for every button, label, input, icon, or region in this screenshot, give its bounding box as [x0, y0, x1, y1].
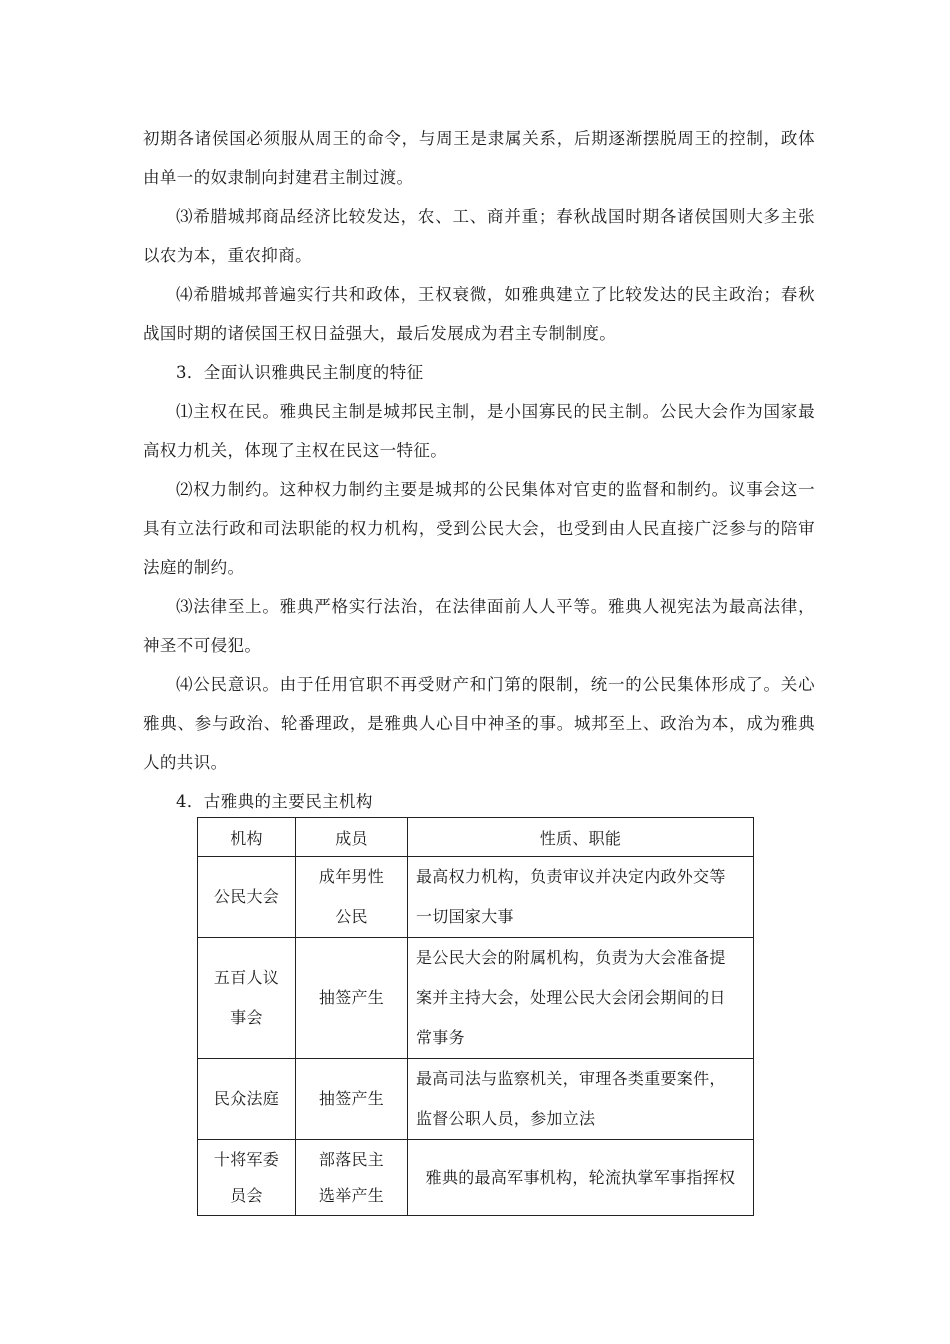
cell-institution: 民众法庭: [198, 1059, 296, 1140]
paragraph-continuation: 初期各诸侯国必须服从周王的命令，与周王是隶属关系，后期逐渐摆脱周王的控制，政体由单一的奴隶制向封建君主制过渡。: [143, 129, 815, 187]
cell-members: 抽签产生: [296, 1059, 408, 1140]
cell-function: 雅典的最高军事机构，轮流执掌军事指挥权: [408, 1140, 754, 1216]
institutions-table: [197, 817, 754, 1216]
header-institution: 机构: [198, 818, 296, 857]
cell-institution: 十将军委 员会: [198, 1140, 296, 1216]
table-row: [198, 938, 754, 1059]
table-row: [198, 1059, 754, 1140]
table-header-row: [198, 818, 754, 857]
cell-members: 抽签产生: [296, 938, 408, 1059]
header-function: 性质、职能: [408, 818, 754, 857]
cell-members: 成年男性 公民: [296, 857, 408, 938]
paragraph-point-3: ⑶希腊城邦商品经济比较发达，农、工、商并重；春秋战国时期各诸侯国则大多主张以农为本，重农抑商。: [143, 207, 815, 265]
paragraph-point-4: ⑷希腊城邦普遍实行共和政体，王权衰微，如雅典建立了比较发达的民主政治；春秋战国时期的诸侯国王权日益强大，最后发展成为君主专制制度。: [143, 285, 815, 343]
section-heading-4: 4．古雅典的主要民主机构: [176, 792, 373, 811]
cell-function: 最高司法与监察机关，审理各类重要案件， 监督公职人员，参加立法: [408, 1059, 754, 1140]
cell-function: 最高权力机构，负责审议并决定内政外交等 一切国家大事: [408, 857, 754, 938]
table-row: [198, 1140, 754, 1216]
cell-institution: 公民大会: [198, 857, 296, 938]
cell-institution: 五百人议 事会: [198, 938, 296, 1059]
table-row: [198, 857, 754, 938]
cell-function: 是公民大会的附属机构，负责为大会准备提 案并主持大会，处理公民大会闭会期间的日 常事务: [408, 938, 754, 1059]
paragraph-rule-of-law: ⑶法律至上。雅典严格实行法治，在法律面前人人平等。雅典人视宪法为最高法律，神圣不可侵犯。: [143, 597, 815, 655]
paragraph-civic-awareness: ⑷公民意识。由于任用官职不再受财产和门第的限制，统一的公民集体形成了。关心雅典、参与政治、轮番理政，是雅典人心目中神圣的事。城邦至上、政治为本，成为雅典人的共识。: [143, 675, 815, 772]
paragraph-power-checks: ⑵权力制约。这种权力制约主要是城邦的公民集体对官吏的监督和制约。议事会这一具有立法行政和司法职能的权力机构，受到公民大会，也受到由人民直接广泛参与的陪审法庭的制约。: [143, 480, 815, 577]
header-members: 成员: [296, 818, 408, 857]
section-heading-3: 3．全面认识雅典民主制度的特征: [176, 363, 424, 382]
cell-members: 部落民主 选举产生: [296, 1140, 408, 1216]
paragraph-sovereignty: ⑴主权在民。雅典民主制是城邦民主制，是小国寡民的民主制。公民大会作为国家最高权力机关，体现了主权在民这一特征。: [143, 402, 815, 460]
